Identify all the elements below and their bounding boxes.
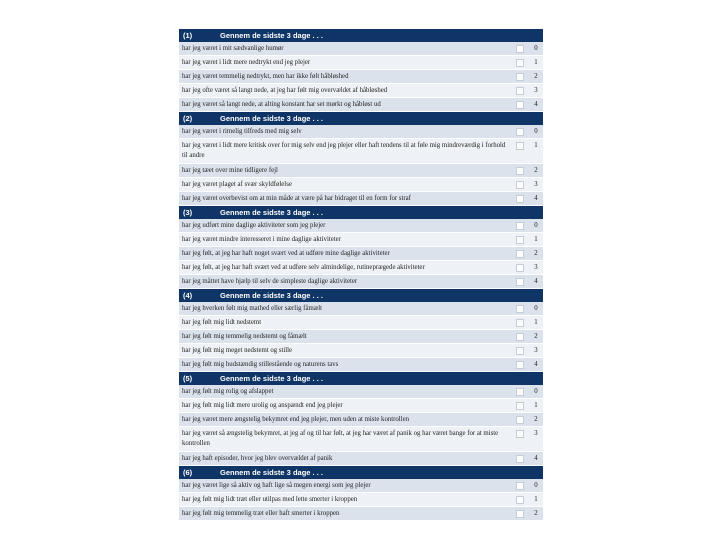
answer-checkbox[interactable] [516,402,524,410]
answer-score: 1 [534,319,538,326]
answer-checkbox[interactable] [516,319,524,327]
answer-score: 2 [534,167,538,174]
answer-score: 0 [534,45,538,52]
answer-text: har jeg været så ængstelig bekymret, at jeg af og til har følt, at jeg har været af panik og har været bange for at miste kontrollen [182,430,499,447]
section-title: Gennem de sidste 3 dage . . . [220,31,323,40]
answer-text: har jeg haft episoder, hvor jeg blev overvældet af panik [182,455,333,462]
section-number: (5) [183,374,193,383]
answer-row[interactable] [179,358,543,372]
answer-row[interactable] [179,452,543,466]
answer-row[interactable] [179,42,543,56]
answer-text: har jeg været i mit sædvanlige humør [182,45,284,52]
answer-text: har jeg følt mig lidt nedstemt [182,319,262,326]
answer-row[interactable] [179,70,543,84]
question-section [179,29,543,112]
answer-score: 4 [534,455,538,462]
questionnaire-form [179,29,543,521]
answer-checkbox[interactable] [516,222,524,230]
question-section [179,372,543,466]
answer-text: har jeg udført mine daglige aktiviteter som jeg plejer [182,222,326,229]
answer-row[interactable] [179,275,543,289]
answer-text: har jeg følt mig temmelig træt eller haft smerter i kroppen [182,510,340,517]
answer-text: har jeg måttet have hjælp til selv de simpleste daglige aktiviteter [182,278,358,285]
answer-checkbox[interactable] [516,181,524,189]
answer-score: 3 [534,430,538,437]
answer-checkbox[interactable] [516,87,524,95]
answer-row[interactable] [179,261,543,275]
answer-checkbox[interactable] [516,482,524,490]
answer-text: har jeg følt mig lidt træt eller utilpas med lette smerter i kroppen [182,496,358,503]
answer-checkbox[interactable] [516,496,524,504]
answer-row[interactable] [179,479,543,493]
answer-score: 3 [534,264,538,271]
answer-row[interactable] [179,413,543,427]
answer-row[interactable] [179,507,543,521]
answer-text: har jeg været temmelig nedtrykt, men har ikke følt håbløshed [182,73,349,80]
answer-text: har jeg følt, at jeg har haft noget svært ved at udføre mine daglige aktiviteter [182,250,390,257]
section-header [179,372,543,385]
answer-checkbox[interactable] [516,250,524,258]
answer-row[interactable] [179,233,543,247]
answer-checkbox[interactable] [516,236,524,244]
answer-checkbox[interactable] [516,333,524,341]
answer-checkbox[interactable] [516,59,524,67]
answer-score: 3 [534,181,538,188]
answer-score: 3 [534,87,538,94]
answer-score: 1 [534,142,538,149]
answer-score: 2 [534,416,538,423]
answer-score: 0 [534,482,538,489]
answer-row[interactable] [179,178,543,192]
answer-text: har jeg været så langt nede, at alting konstant har set mørkt og håbløst ud [182,101,381,108]
answer-row[interactable] [179,125,543,139]
answer-row[interactable] [179,493,543,507]
answer-text: har jeg været mindre interesseret i mine daglige aktiviteter [182,236,341,243]
answer-text: har jeg været i rimelig tilfreds med mig selv [182,128,302,135]
answer-score: 4 [534,278,538,285]
answer-score: 2 [534,333,538,340]
question-section [179,112,543,206]
answer-text: har jeg følt mig rolig og afslappet [182,388,274,395]
answer-row[interactable] [179,427,543,452]
section-title: Gennem de sidste 3 dage . . . [220,468,323,477]
answer-checkbox[interactable] [516,305,524,313]
answer-checkbox[interactable] [516,455,524,463]
answer-checkbox[interactable] [516,167,524,175]
answer-row[interactable] [179,385,543,399]
section-title: Gennem de sidste 3 dage . . . [220,208,323,217]
answer-checkbox[interactable] [516,45,524,53]
answer-text: har jeg været overbevist om at min måde at være på har bidraget til en form for straf [182,195,411,202]
answer-row[interactable] [179,302,543,316]
answer-text: har jeg følt mig hudstændig stillestående og naturens tavs [182,361,339,368]
answer-row[interactable] [179,399,543,413]
answer-text: har jeg følt, at jeg har haft svært ved at udføre selv almindelige, rutineprægede aktiviteter [182,264,425,271]
section-number: (3) [183,208,193,217]
answer-text: har jeg været mere ængstelig bekymret end jeg plejer, men uden at miste kontrollen [182,416,409,423]
answer-row[interactable] [179,139,543,164]
answer-text: har jeg følt mig temmelig nedstemt og fåmælt [182,333,307,340]
section-title: Gennem de sidste 3 dage . . . [220,374,323,383]
answer-text: har jeg været plaget af svær skyldfølelse [182,181,292,188]
answer-text: har jeg følt mig meget nedstemt og stille [182,347,293,354]
answer-checkbox[interactable] [516,128,524,136]
answer-score: 3 [534,347,538,354]
answer-checkbox[interactable] [516,361,524,369]
section-title: Gennem de sidste 3 dage . . . [220,291,323,300]
answer-row[interactable] [179,219,543,233]
answer-text: har jeg ofte været så langt nede, at jeg har følt mig overvældet af håbløshed [182,87,388,94]
answer-checkbox[interactable] [516,347,524,355]
answer-score: 2 [534,250,538,257]
answer-checkbox[interactable] [516,195,524,203]
answer-row[interactable] [179,344,543,358]
answer-text: har jeg tæet over mine tidligere fejl [182,167,278,174]
answer-checkbox[interactable] [516,73,524,81]
section-number: (4) [183,291,193,300]
answer-score: 1 [534,59,538,66]
answer-row[interactable] [179,247,543,261]
answer-row[interactable] [179,164,543,178]
answer-row[interactable] [179,98,543,112]
answer-checkbox[interactable] [516,510,524,518]
answer-text: har jeg været i lidt mere nedtrykt end jeg plejer [182,59,311,66]
answer-row[interactable] [179,192,543,206]
answer-checkbox[interactable] [516,101,524,109]
section-number: (1) [183,31,193,40]
answer-checkbox[interactable] [516,416,524,424]
section-header [179,112,543,125]
answer-checkbox[interactable] [516,430,524,438]
section-number: (6) [183,468,193,477]
section-title: Gennem de sidste 3 dage . . . [220,114,323,123]
answer-row[interactable] [179,316,543,330]
section-header [179,29,543,42]
question-section [179,466,543,521]
section-header [179,466,543,479]
answer-score: 0 [534,305,538,312]
answer-score: 2 [534,510,538,517]
answer-row[interactable] [179,56,543,70]
answer-text: har jeg hverken følt mig mathed eller særlig fåmælt [182,305,323,312]
answer-score: 0 [534,222,538,229]
question-section [179,206,543,289]
answer-row[interactable] [179,330,543,344]
section-header [179,206,543,219]
answer-checkbox[interactable] [516,264,524,272]
answer-text: har jeg været lige så aktiv og haft lige så megen energi som jeg plejer [182,482,371,489]
answer-checkbox[interactable] [516,278,524,286]
answer-checkbox[interactable] [516,142,524,150]
answer-score: 4 [534,101,538,108]
answer-score: 2 [534,73,538,80]
answer-text: har jeg følt mig lidt mere urolig og anspændt end jeg plejer [182,402,343,409]
question-section [179,289,543,372]
answer-checkbox[interactable] [516,388,524,396]
answer-score: 0 [534,128,538,135]
section-header [179,289,543,302]
answer-score: 4 [534,361,538,368]
answer-score: 0 [534,388,538,395]
answer-score: 1 [534,402,538,409]
answer-score: 1 [534,236,538,243]
section-number: (2) [183,114,193,123]
answer-row[interactable] [179,84,543,98]
answer-score: 4 [534,195,538,202]
answer-score: 1 [534,496,538,503]
answer-text: har jeg været i lidt mere kritisk over for mig selv end jeg plejer eller haft tendens til at føle mig mindreværdig i forhold til andre [182,142,506,159]
